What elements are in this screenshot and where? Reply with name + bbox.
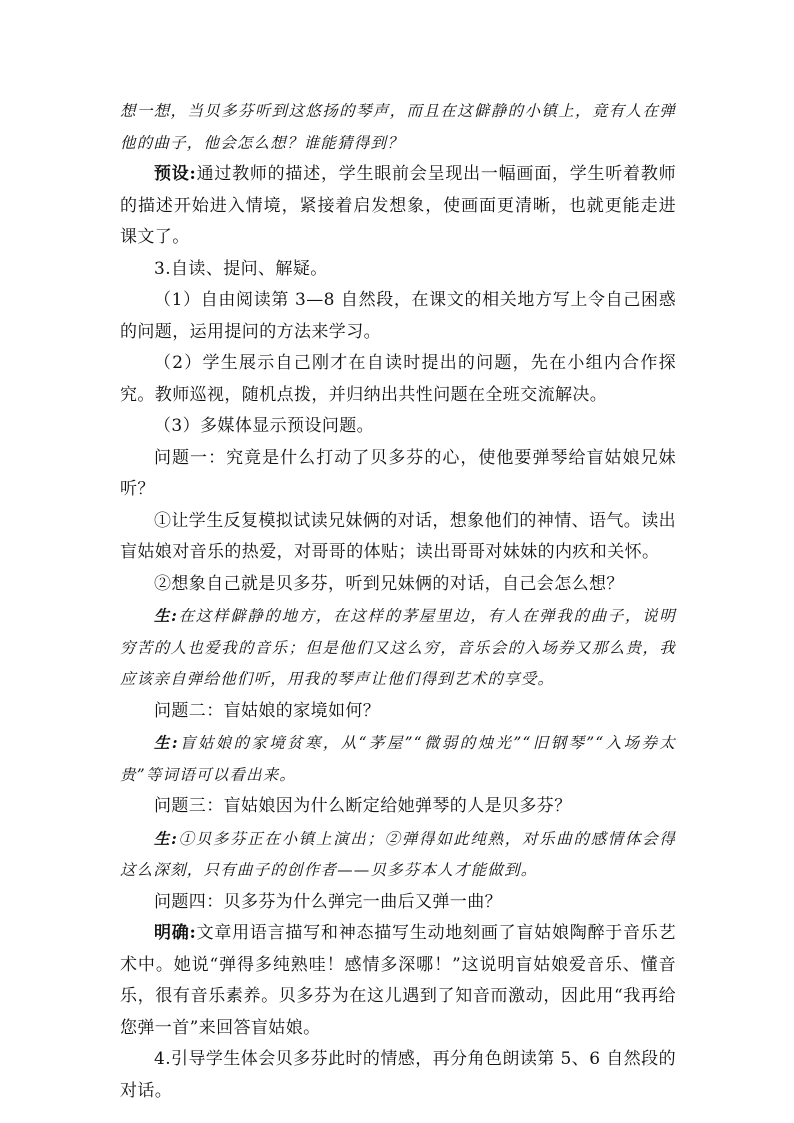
- paragraph-text: 想一想，当贝多芬听到这悠扬的琴声，而且在这僻静的小镇上，竟有人在弹他的曲子，他会怎么想？谁能猜得到？: [120, 102, 676, 152]
- paragraph-lead: 生:: [154, 733, 179, 752]
- paragraph-7: [120, 443, 676, 506]
- paragraph-2: [120, 159, 676, 254]
- paragraph-text: ②想象自己就是贝多芬，听到兄妹俩的对话，自己会怎么想？: [154, 573, 624, 594]
- paragraph-text: ①贝多芬正在小镇上演出；②弹得如此纯熟，对乐曲的感情体会得这么深刻，只有曲子的创作者——贝多芬本人才能做到。: [120, 829, 676, 879]
- paragraph-text: 通过教师的描述，学生眼前会呈现出一幅画面，学生听着教师的描述开始进入情境，紧接着启发想象，使画面更清晰，也就更能走进课文了。: [120, 164, 676, 247]
- paragraph-lead: 生:: [154, 828, 179, 848]
- paragraph-12: [120, 727, 676, 791]
- paragraph-text: 问题三：盲姑娘因为什么断定给她弹琴的人是贝多芬？: [154, 796, 572, 816]
- paragraph-text: 4.引导学生体会贝多芬此时的情感，再分角色朗读第 5、6 自然段的对话。: [120, 1049, 676, 1101]
- paragraph-text: ①让学生反复模拟试读兄妹俩的对话，想象他们的神情、语气。读出盲姑娘对音乐的热爱，对哥哥的体贴；读出哥哥对妹妹的内疚和关怀。: [120, 510, 676, 562]
- paragraph-16: [120, 918, 676, 1044]
- paragraph-text: （3）多媒体显示预设问题。: [154, 416, 375, 436]
- paragraph-1: [120, 96, 676, 159]
- paragraph-text: 盲姑娘的家境贫寒，从“茅屋”“微弱的烛光”“旧钢琴”“入场券太贵”等词语可以看出来。: [120, 734, 677, 784]
- paragraph-lead: 生:: [154, 606, 179, 625]
- paragraph-text: 问题四：贝多芬为什么弹完一曲后又弹一曲？: [154, 891, 502, 912]
- paragraph-10: [120, 600, 676, 696]
- paragraph-15: [120, 887, 676, 919]
- paragraph-text: 在这样僻静的地方，在这样的茅屋里边，有人在弹我的曲子，说明穷苦的人也爱我的音乐；但是他们又这么穷，音乐会的入场券又那么贵，我应该亲自弹给他们听，用我的琴声让他们得到艺术的享受。: [120, 607, 676, 688]
- paragraph-8: [120, 506, 676, 569]
- paragraph-text: （2）学生展示自己刚才在自读时提出的问题，先在小组内合作探究。教师巡视，随机点拨，并归纳出共性问题在全班交流解决。: [120, 353, 676, 405]
- paragraph-lead: 明确:: [154, 923, 197, 943]
- paragraph-lead: 预设:: [154, 164, 197, 184]
- paragraph-5: [120, 348, 676, 411]
- paragraph-text: 3.自读、提问、解疑。: [154, 258, 328, 279]
- paragraph-text: 文章用语言描写和神态描写生动地刻画了盲姑娘陶醉于音乐艺术中。她说“弹得多纯熟哇！感情多深哪！”这说明盲姑娘爱音乐、懂音乐，很有音乐素养。贝多芬为在这儿遇到了知音而激动，因此用“我再给您弹一首”来回答盲姑娘。: [120, 923, 676, 1038]
- paragraph-9: [120, 569, 676, 601]
- paragraph-14: [120, 823, 676, 887]
- paragraph-17: [120, 1044, 676, 1107]
- paragraph-6: [120, 411, 676, 443]
- paragraph-13: [120, 791, 676, 823]
- paragraph-11: [120, 696, 676, 728]
- document-page: [120, 96, 676, 1107]
- paragraph-3: [120, 254, 676, 286]
- paragraph-text: 问题二：盲姑娘的家境如何？: [154, 700, 381, 721]
- paragraph-text: （1）自由阅读第 3—8 自然段，在课文的相关地方写上令自己困惑的问题，运用提问的方法来学习。: [120, 290, 676, 342]
- paragraph-4: [120, 285, 676, 348]
- paragraph-text: 问题一：究竟是什么打动了贝多芬的心，使他要弹琴给盲姑娘兄妹听？: [120, 447, 676, 499]
